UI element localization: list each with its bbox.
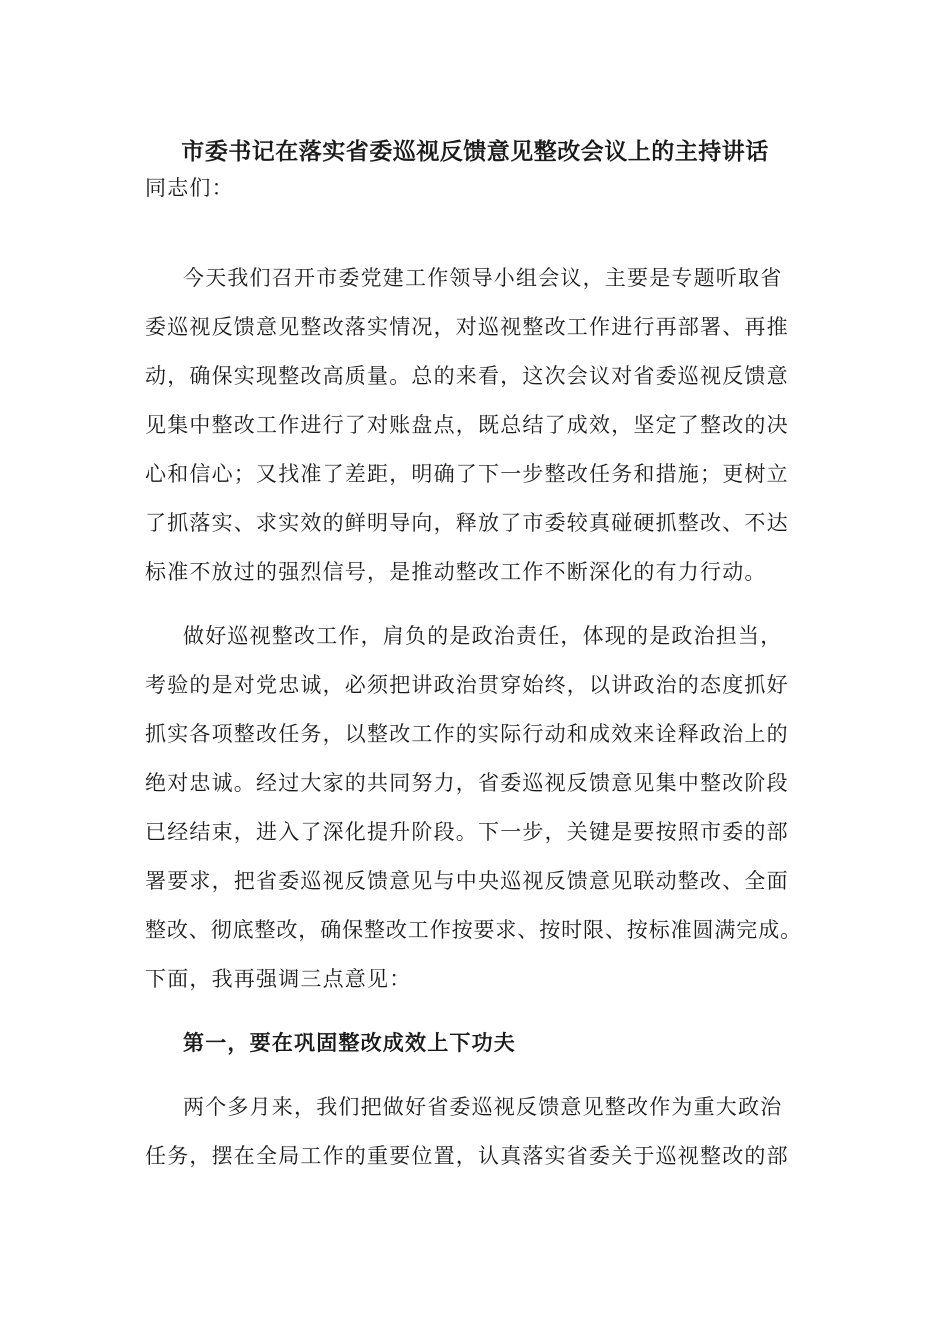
paragraph-1-line: 委巡视反馈意见整改落实情况，对巡视整改工作进行再部署、再推 — [145, 315, 789, 339]
paragraph-2-line: 考验的是对党忠诚，必须把讲政治贯穿始终，以讲政治的态度抓好 — [145, 673, 789, 697]
paragraph-3-line: 任务，摆在全局工作的重要位置，认真落实省委关于巡视整改的部 — [145, 1144, 789, 1168]
paragraph-3-line: 两个多月来，我们把做好省委巡视反馈意见整改作为重大政治 — [183, 1095, 783, 1119]
section-1-heading: 第一，要在巩固整改成效上下功夫 — [183, 1030, 516, 1055]
paragraph-2-line: 绝对忠诚。经过大家的共同努力，省委巡视反馈意见集中整改阶段 — [145, 771, 789, 795]
document-title: 市委书记在落实省委巡视反馈意见整改会议上的主持讲话 — [181, 138, 769, 165]
paragraph-2-line: 署要求，把省委巡视反馈意见与中央巡视反馈意见联动整改、全面 — [145, 869, 789, 893]
paragraph-2-line: 做好巡视整改工作，肩负的是政治责任，体现的是政治担当， — [183, 624, 783, 648]
paragraph-1-line: 心和信心；又找准了差距，明确了下一步整改任务和措施；更树立 — [145, 462, 789, 486]
paragraph-1-line: 动，确保实现整改高质量。总的来看，这次会议对省委巡视反馈意 — [145, 364, 789, 388]
paragraph-1-line: 标准不放过的强烈信号，是推动整改工作不断深化的有力行动。 — [145, 560, 767, 584]
paragraph-2-line: 下面，我再强调三点意见： — [145, 967, 412, 991]
paragraph-1-line: 见集中整改工作进行了对账盘点，既总结了成效，坚定了整改的决 — [145, 413, 789, 437]
paragraph-2-line: 已经结束，进入了深化提升阶段。下一步，关键是要按照市委的部 — [145, 820, 789, 844]
paragraph-1-line: 今天我们召开市委党建工作领导小组会议，主要是专题听取省 — [183, 266, 783, 290]
paragraph-2-line: 整改、彻底整改，确保整改工作按要求、按时限、按标准圆满完成。 — [145, 918, 802, 942]
paragraph-2-line: 抓实各项整改任务，以整改工作的实际行动和成效来诠释政治上的 — [145, 722, 789, 746]
paragraph-1-line: 了抓落实、求实效的鲜明导向，释放了市委较真碰硬抓整改、不达 — [145, 511, 789, 535]
salutation: 同志们： — [145, 176, 234, 200]
